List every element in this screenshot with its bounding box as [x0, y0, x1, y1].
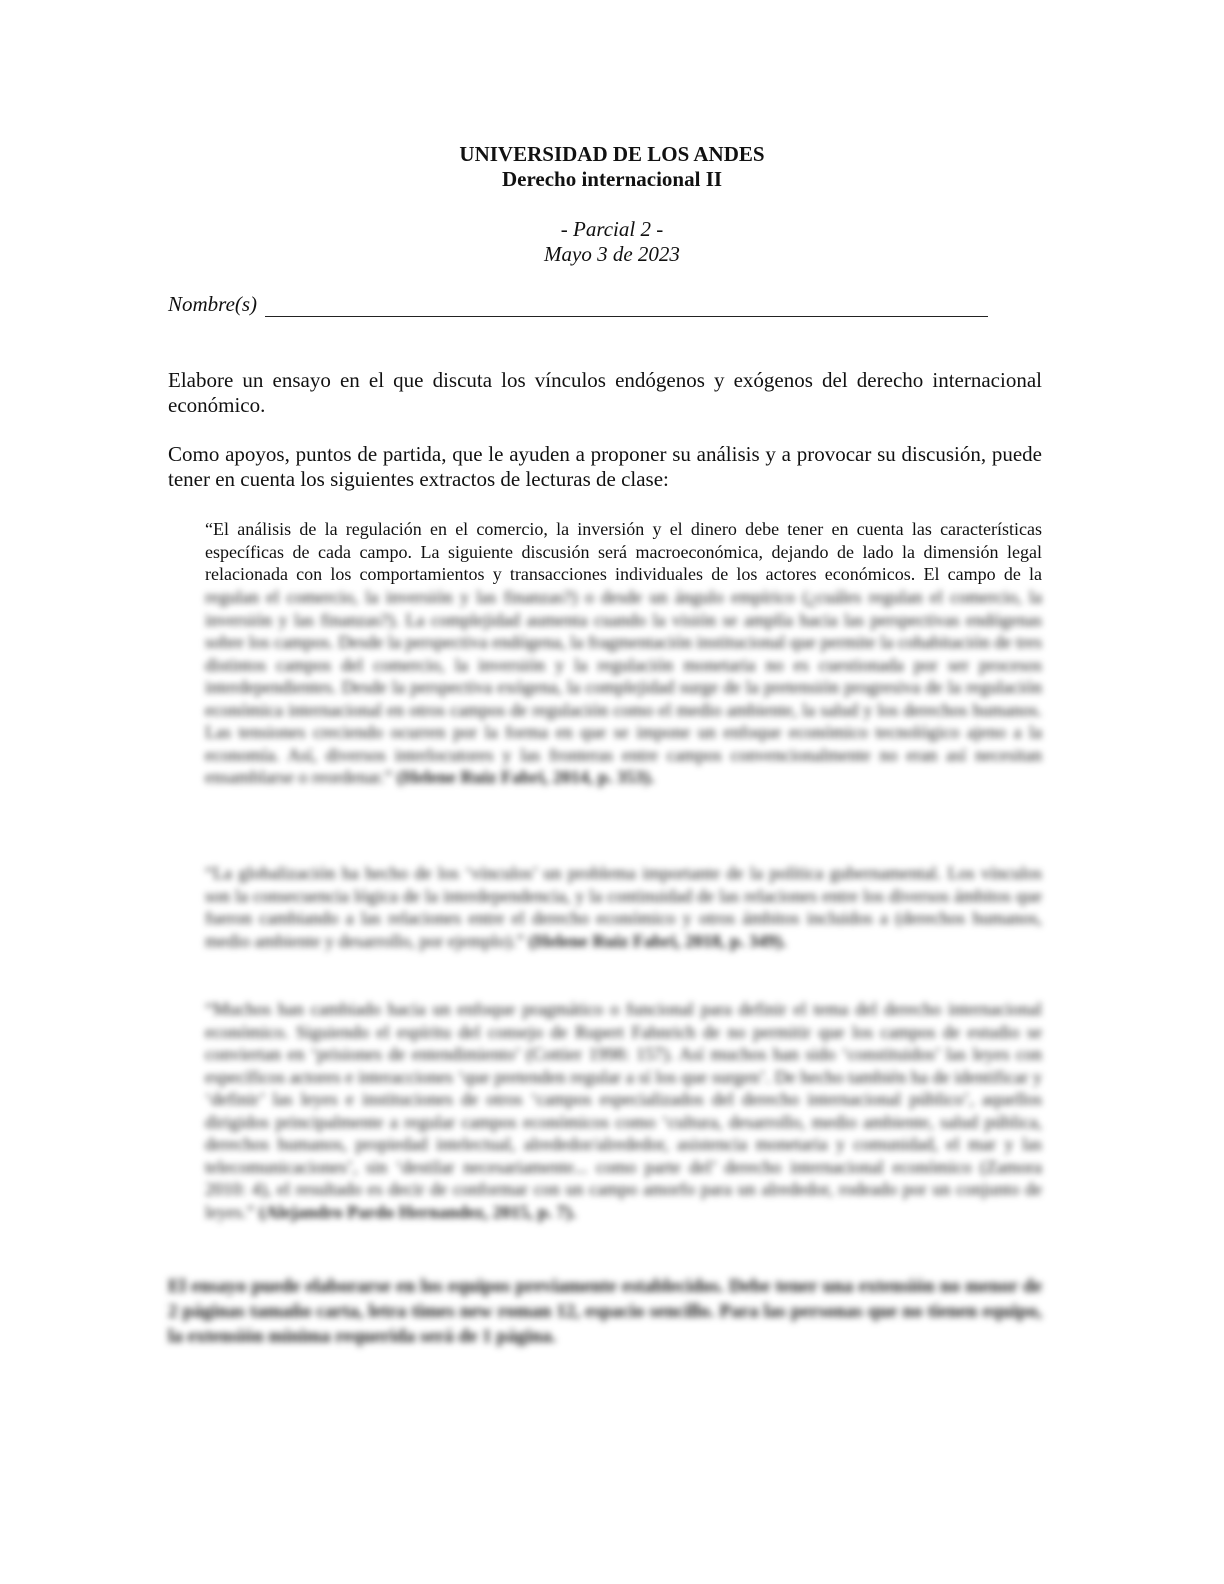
quote-3-text: “Muchos han cambiado hacia un enfoque pragmático o funcional para definir el tema del derecho internacional económico. Siguiendo el espíritu del consejo de Rupert Fahnrich de no permitir que los campos de estudio se conviertan en ‘prisiones de entendimiento’ (Cottier 1998: 157). Así muchos han sido ‘constituidos’ las leyes con específicos actores e interacciones ‘que pretenden regular a sí los que surgen’. De hecho también ha de identificar y ‘definir’ las leyes e instituciones de otros ‘campos especializados del derecho internacional público’, aquellos dirigidos principalmente a regular campos económicos como ‘cultura, desarrollo, medio ambiente, salud pública, derechos humanos, propiedad intelectual, alrededor/alrededor, asistencia monetaria y comunidad, el mar y las telecomunicaciones’, sin ‘destilar necesariamente... como parte del’ derecho internacional económico (Zamora 2010: 4), el resultado es decir de conformar con un campo amorfo para un alrededor, rodeado por un conjunto de leyes.”: [205, 999, 1042, 1222]
instruction-paragraph-2: Como apoyos, puntos de partida, que le ayuden a proponer su análisis y a provocar su discusión, puede tener en cuenta los siguientes extractos de lecturas de clase:: [168, 442, 1042, 491]
name-field: [168, 292, 988, 317]
quote-1-visible-text: “El análisis de la regulación en el comercio, la inversión y el dinero debe tener en cuenta las características específicas de cada campo. La siguiente discusión será macroeconómica, dejando de lado la dimensión legal relacionada con los comportamientos y transacciones individuales de los actores económicos. El campo de la: [205, 519, 1042, 584]
quote-3: [205, 998, 1042, 1223]
final-instructions: El ensayo puede elaborarse en los equipos previamente establecidos. Debe tener una extensión no menor de 2 páginas tamaño carta, letra times new roman 12, espacio sencillo. Para las personas que no tienen equipo, la extensión mínima requerida será de 1 página.: [168, 1276, 1042, 1347]
quote-1-blurred-block: [205, 586, 1042, 842]
quote-2-citation: (Helene Ruiz Fabri, 2018, p. 349).: [528, 930, 787, 951]
name-blank-line: [265, 296, 988, 317]
exam-title: - Parcial 2 -: [560, 217, 664, 241]
quote-2: [205, 862, 1042, 952]
exam-date: Mayo 3 de 2023: [544, 242, 680, 266]
name-label: Nombre(s): [168, 292, 258, 316]
quote-2-text: “La globalización ha hecho de los ‘vínculos’ un problema importante de la política gubernamental. Los vínculos son la consecuencia lógica de la interdependencia, y la continuidad de las relaciones entre los diversos ámbitos que fueron cambiando a las relaciones entre el derecho económico y otros ámbitos incluidos a (derechos humanos, medio ambiente y desarrollo, por ejemplo).”: [205, 863, 1042, 951]
quote-1-citation: (Helene Ruiz Fabri, 2014, p. 353).: [396, 767, 655, 787]
institution-title: UNIVERSIDAD DE LOS ANDES: [459, 142, 765, 166]
quote-1-blurred-text: [205, 586, 1042, 789]
quote-3-citation: (Alejandro Pardo Hernandez, 2015, p. 7).: [258, 1201, 577, 1222]
quote-1: [205, 518, 1042, 588]
quote-1-continuation: regulan el comercio, la inversión y las finanzas?) o desde un ángulo empírico (¿cuáles regulan el comercio, la inversión y las finanzas?). La complejidad aumenta cuando la visión se amplía hacia las perspectivas endógenas sobre los campos. Desde la perspectiva endógena, la fragmentación institucional que permite la cohabitación de tres distintos campos del comercio, la inversión y la regulación monetaria no es cuestionada por ser procesos interdependientes. Desde la perspectiva exógena, la complejidad surge de la pretensión progresiva de la regulación económica internacional en otros campos de regulación como el medio ambiente, la salud y los derechos humanos. Las tensiones creciendo ocurren por la forma en que se impone un enfoque económico tecnológico ajeno a la economía. Así, diversos interlocutores y las fronteras entre campos convencionalmente no eran así necesitan ensamblarse o reordenar.”: [205, 587, 1042, 787]
instruction-paragraph-1: Elabore un ensayo en el que discuta los vínculos endógenos y exógenos del derecho internacional económico.: [168, 368, 1042, 417]
course-title: Derecho internacional II: [501, 167, 723, 191]
